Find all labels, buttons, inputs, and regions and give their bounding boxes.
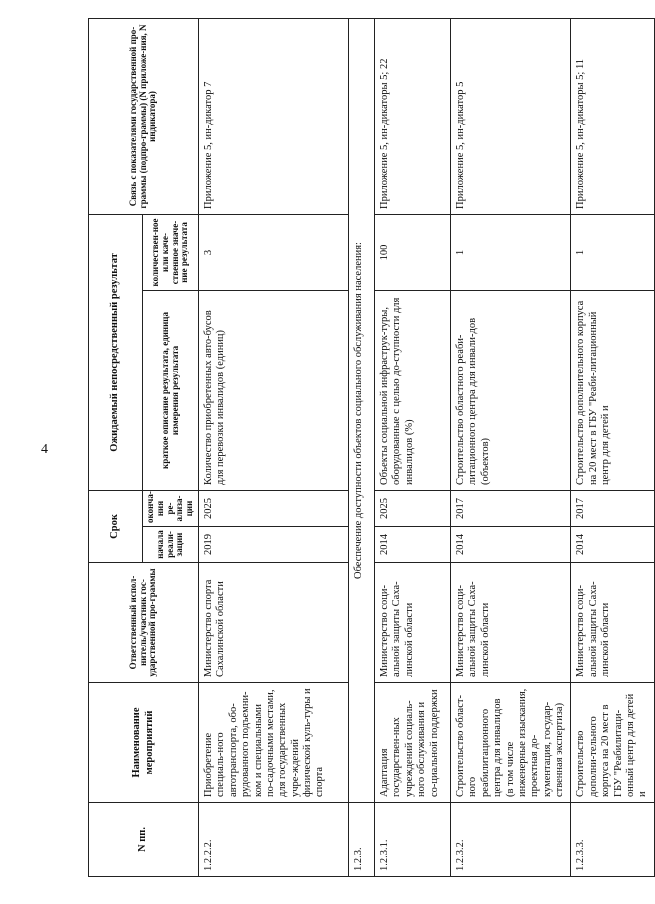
- table-row: [451, 18, 571, 876]
- row-end: 2025: [199, 490, 349, 526]
- measures-table: [88, 18, 655, 877]
- row-num: 1.2.3.2.: [451, 803, 571, 877]
- row-executor: Министерство спорта Сахалинской области: [199, 563, 349, 683]
- row-desc: Объекты социальной инфраструк-туры, оборудованные с целью до-ступности для инвалидов (%): [375, 290, 451, 490]
- row-link: Приложение 5, ин-дикатор 5: [451, 18, 571, 214]
- row-desc: Строительство областного реаби-литационного центра для инвали-дов (объектов): [451, 290, 571, 490]
- table-row: [375, 18, 451, 876]
- row-start: 2014: [375, 527, 451, 563]
- row-end: 2017: [451, 490, 571, 526]
- table-header-row: [89, 18, 143, 876]
- row-end: 2017: [571, 490, 654, 526]
- row-name: Строительство дополни-тельного корпуса на 20 мест в ГБУ "Реабилитаци-онный центр для детей и: [571, 683, 654, 803]
- header-executor: Ответственный испол-нитель/участник гос-ударственной про-граммы: [89, 563, 199, 683]
- table-row: [199, 18, 349, 876]
- header-name: Наименование мероприятий: [89, 683, 199, 803]
- header-desc: краткое описание результата, единица измерения результата: [143, 290, 199, 490]
- table-row: [571, 18, 654, 876]
- row-executor: Министерство соци-альной защиты Саха-линской области: [571, 563, 654, 683]
- row-num: 1.2.3.3.: [571, 803, 654, 877]
- row-value: 3: [199, 214, 349, 290]
- section-row: [349, 18, 375, 876]
- header-num: N пп.: [89, 803, 199, 877]
- header-value: количествен-ное или каче-ственное значе-ние результата: [143, 214, 199, 290]
- header-link: Связь с показателями государственной про-граммы (подпро-граммы) (N приложе-ния, N индикатора): [89, 18, 199, 214]
- header-result: Ожидаемый непосредственный результат: [89, 214, 143, 490]
- row-name: Адаптация государствен-ных учреждений социаль-ного обслуживания и со-циальной поддержки: [375, 683, 451, 803]
- row-link: Приложение 5, ин-дикаторы 5; 11: [571, 18, 654, 214]
- rotated-table-wrapper: [88, 19, 649, 877]
- header-term: Срок: [89, 490, 143, 562]
- row-executor: Министерство соци-альной защиты Саха-линской области: [375, 563, 451, 683]
- row-desc: Количество приобретенных авто-бусов для перевозки инвалидов (единиц): [199, 290, 349, 490]
- row-end: 2025: [375, 490, 451, 526]
- row-link: Приложение 5, ин-дикатор 7: [199, 18, 349, 214]
- row-link: Приложение 5, ин-дикаторы 5; 22: [375, 18, 451, 214]
- row-num: 1.2.3.1.: [375, 803, 451, 877]
- header-end: оконча-ния ре-ализа-ции: [143, 490, 199, 526]
- row-name: Строительство област-ного реабилитационного центра для инвалидов (в том числе инженерные изыскания, проектная до-кументация, государ-ственная экспертиза): [451, 683, 571, 803]
- row-start: 2019: [199, 527, 349, 563]
- row-name: Приобретение специаль-ного автотранспорта, обо-рудованного подъемни-ком и специальными по-садочными местами, для государственных учре-ждений физической куль-туры и спорта: [199, 683, 349, 803]
- row-num: 1.2.2.2.: [199, 803, 349, 877]
- row-value: 1: [451, 214, 571, 290]
- section-num: 1.2.3.: [349, 803, 375, 877]
- row-value: 100: [375, 214, 451, 290]
- header-start: начала реали-зации: [143, 527, 199, 563]
- page-number: 4: [41, 442, 48, 457]
- row-desc: Строительство дополнительного корпуса на 20 мест в ГБУ "Реаби-литационный центр для детей и: [571, 290, 654, 490]
- section-title: Обеспечение доступности объектов социального обслуживания населения:: [349, 18, 375, 802]
- row-value: 1: [571, 214, 654, 290]
- row-executor: Министерство соци-альной защиты Саха-линской области: [451, 563, 571, 683]
- row-start: 2014: [571, 527, 654, 563]
- row-start: 2014: [451, 527, 571, 563]
